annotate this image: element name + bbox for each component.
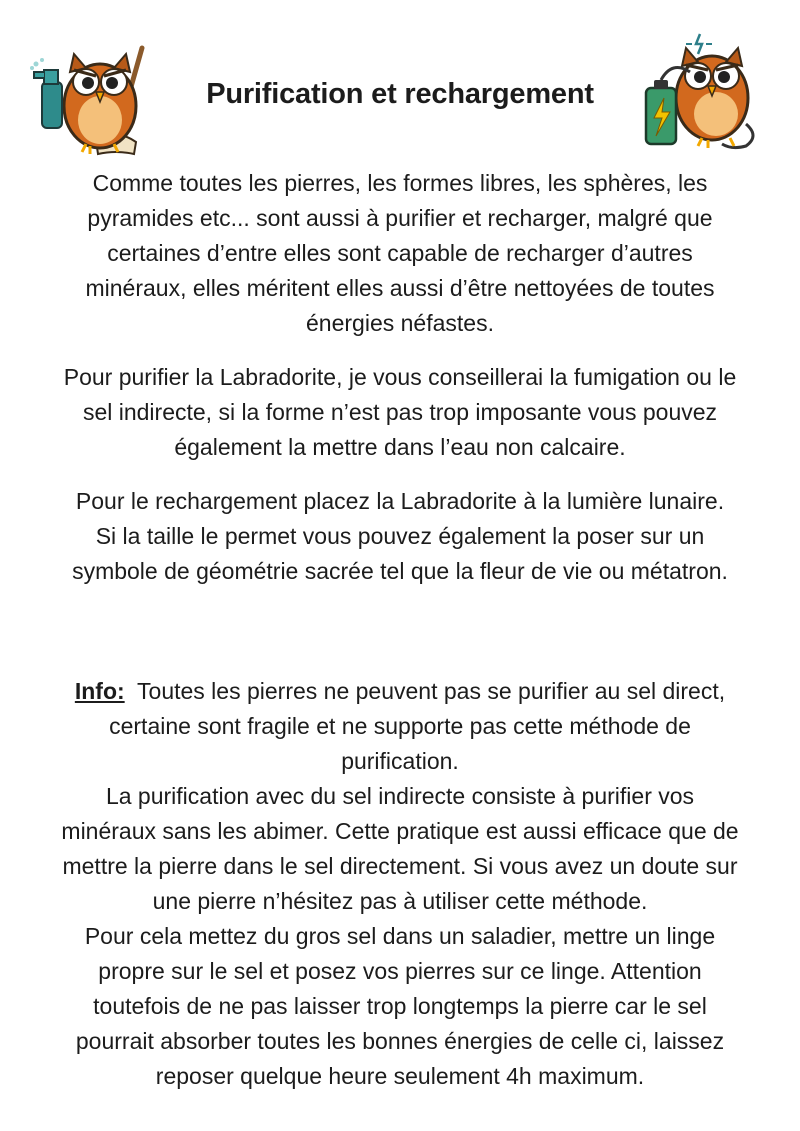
purification-paragraph bbox=[10, 360, 790, 465]
text-line: pyramides etc... sont aussi à purifier et recharger, malgré que bbox=[87, 205, 713, 231]
text-line: minéraux, elles méritent elles aussi d’être nettoyées de toutes bbox=[85, 275, 715, 301]
text-line: Pour cela mettez du gros sel dans un saladier, mettre un linge bbox=[84, 923, 716, 949]
text-line: purification. bbox=[341, 748, 459, 774]
text-line: Si la taille le permet vous pouvez également la poser sur un bbox=[95, 523, 705, 549]
info-first-line-text: Toutes les pierres ne peuvent pas se purifier au sel direct, bbox=[137, 678, 726, 704]
info-label: Info: bbox=[74, 678, 125, 704]
text-line: toutefois de ne pas laisser trop longtemps la pierre car le sel bbox=[93, 993, 707, 1019]
text-line: La purification avec du sel indirecte consiste à purifier vos bbox=[105, 783, 695, 809]
text-line: sel indirecte, si la forme n’est pas trop imposante vous pouvez bbox=[82, 399, 718, 425]
info-paragraph bbox=[10, 674, 790, 1094]
text-line: minéraux sans les abimer. Cette pratique est aussi efficace que de bbox=[61, 818, 739, 844]
text-line: certaines d’entre elles sont capable de recharger d’autres bbox=[107, 240, 693, 266]
recharging-paragraph bbox=[10, 484, 790, 589]
text-line: Pour le rechargement placez la Labradorite à la lumière lunaire. bbox=[75, 488, 725, 514]
text-line: également la mettre dans l’eau non calcaire. bbox=[174, 434, 626, 460]
text-line: énergies néfastes. bbox=[306, 310, 494, 336]
text-line: Comme toutes les pierres, les formes libres, les sphères, les bbox=[92, 170, 708, 196]
text-line: reposer quelque heure seulement 4h maximum. bbox=[155, 1063, 645, 1089]
text-line: mettre la pierre dans le sel directement. Si vous avez un doute sur bbox=[62, 853, 738, 879]
text-line: pourrait absorber toutes les bonnes énergies de celle ci, laissez bbox=[75, 1028, 725, 1054]
intro-paragraph bbox=[10, 166, 790, 341]
text-line: symbole de géométrie sacrée tel que la fleur de vie ou métatron. bbox=[72, 558, 728, 584]
text-line: une pierre n’hésitez pas à utiliser cette méthode. bbox=[152, 888, 648, 914]
info-first-line bbox=[10, 674, 790, 709]
recharging-owl-icon bbox=[642, 32, 767, 152]
text-line: certaine sont fragile et ne supporte pas cette méthode de bbox=[109, 713, 691, 739]
text-line: propre sur le sel et posez vos pierres sur ce linge. Attention bbox=[98, 958, 702, 984]
text-line: Pour purifier la Labradorite, je vous conseillerai la fumigation ou le bbox=[63, 364, 737, 390]
page-title: Purification et rechargement bbox=[206, 78, 594, 110]
